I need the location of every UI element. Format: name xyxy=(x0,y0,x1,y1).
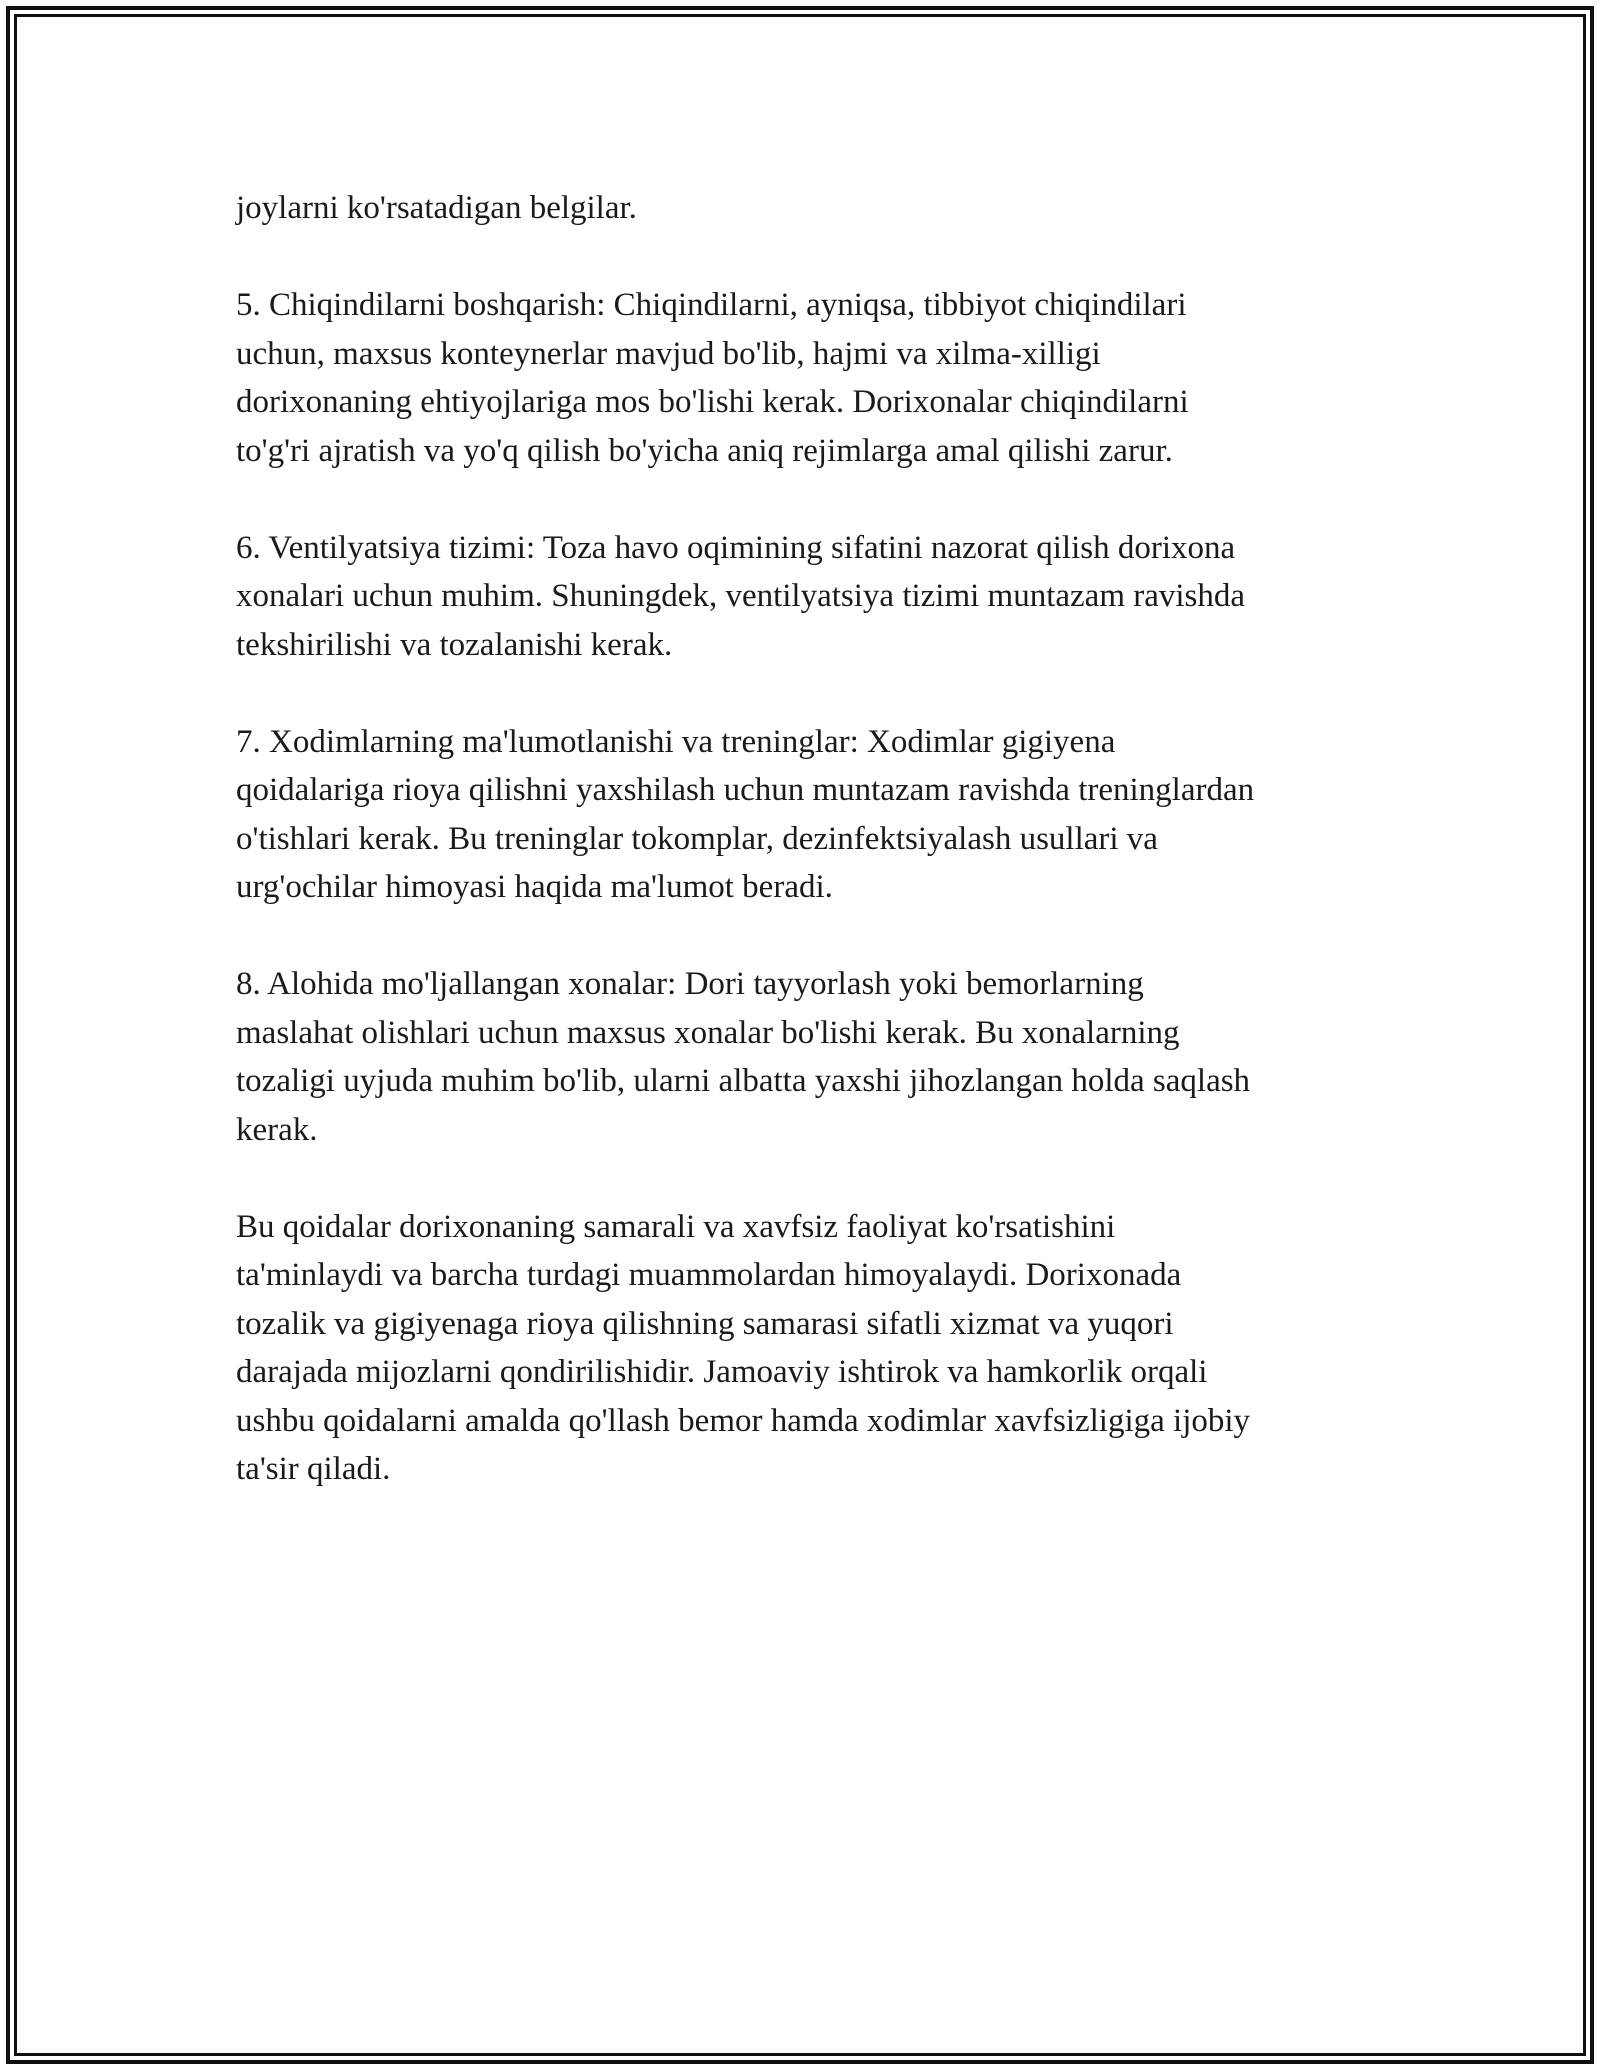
paragraph-dedicated-rooms xyxy=(236,960,1376,1154)
text-line: ta'sir qiladi. xyxy=(236,1451,391,1487)
text-line: ushbu qoidalarni amalda qo'llash bemor hamda xodimlar xavfsizligiga ijobiy xyxy=(236,1402,1251,1439)
text-line: tekshirilishi va tozalanishi kerak. xyxy=(236,626,673,663)
text-line: joylarni ko'rsatadigan belgilar. xyxy=(236,190,637,226)
paragraph-waste-management xyxy=(236,281,1376,475)
text-line: qoidalariga rioya qilishni yaxshilash uchun muntazam ravishda treninglardan xyxy=(236,772,1255,808)
text-line: Bu qoidalar dorixonaning samarali va xavfsiz faoliyat ko'rsatishini xyxy=(236,1208,1116,1245)
text-line: 5. Chiqindilarni boshqarish: Chiqindilarni, ayniqsa, tibbiyot chiqindilari xyxy=(236,287,1187,323)
text-line: maslahat olishlari uchun maxsus xonalar bo'lishi kerak. Bu xonalarning xyxy=(236,1014,1180,1051)
text-line: ta'minlaydi va barcha turdagi muammolardan himoyalaydi. Dorixonada xyxy=(236,1257,1182,1293)
text-line: 6. Ventilyatsiya tizimi: Toza havo oqimining sifatini nazorat qilish dorixona xyxy=(236,529,1236,566)
text-line: darajada mijozlarni qondirilishidir. Jamoaviy ishtirok va hamkorlik orqali xyxy=(236,1354,1208,1390)
text-line: dorixonaning ehtiyojlariga mos bo'lishi kerak. Dorixonalar chiqindilarni xyxy=(236,384,1189,420)
text-line: tozalik va gigiyenaga rioya qilishning samarasi sifatli xizmat va yuqori xyxy=(236,1305,1174,1342)
paragraph-continuation xyxy=(236,184,1376,233)
text-line: urg'ochilar himoyasi haqida ma'lumot beradi. xyxy=(236,869,833,905)
text-line: to'g'ri ajratish va yo'q qilish bo'yicha aniq rejimlarga amal qilishi zarur. xyxy=(236,432,1173,469)
text-line: uchun, maxsus konteynerlar mavjud bo'lib, hajmi va xilma-xilligi xyxy=(236,335,1101,372)
text-line: kerak. xyxy=(236,1111,318,1148)
text-line: 7. Xodimlarning ma'lumotlanishi va treninglar: Xodimlar gigiyena xyxy=(236,723,1116,760)
paragraph-ventilation xyxy=(236,524,1376,670)
paragraph-staff-training xyxy=(236,718,1376,912)
paragraph-conclusion xyxy=(236,1203,1376,1494)
text-line: o'tishlari kerak. Bu treninglar tokomplar, dezinfektsiyalash usullari va xyxy=(236,820,1158,857)
text-line: tozaligi uyjuda muhim bo'lib, ularni albatta yaxshi jihozlangan holda saqlash xyxy=(236,1063,1251,1099)
text-line: 8. Alohida mo'ljallangan xonalar: Dori tayyorlash yoki bemorlarning xyxy=(236,966,1144,1002)
document-body xyxy=(236,184,1376,1542)
text-line: xonalari uchun muhim. Shuningdek, ventilyatsiya tizimi muntazam ravishda xyxy=(236,578,1246,614)
